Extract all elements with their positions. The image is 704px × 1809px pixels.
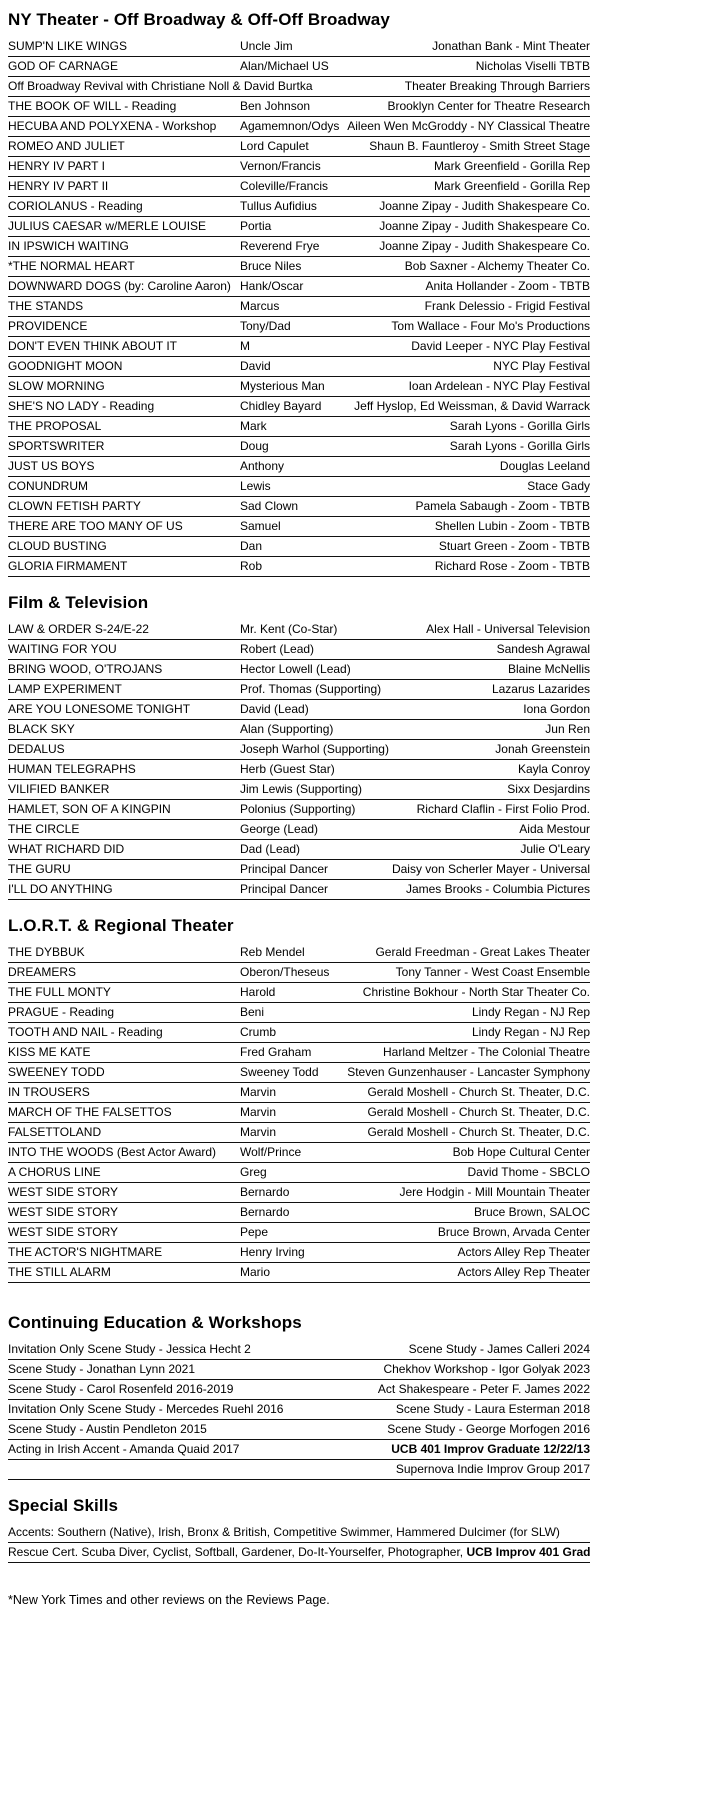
cell-role: Polonius (Supporting) [240,802,356,816]
cell-show-title: TOOTH AND NAIL - Reading [8,1025,163,1039]
cell-education-left: Acting in Irish Accent - Amanda Quaid 2017 [8,1442,240,1456]
cell-show-title: SHE'S NO LADY - Reading [8,399,155,413]
cell-show-title: THE GURU [8,862,71,876]
table-row [8,117,590,137]
credits-table-film-tv [8,620,590,900]
cell-show-title: CORIOLANUS - Reading [8,199,143,213]
section-ny-theater [8,6,590,577]
section-education [8,1309,590,1480]
cell-role: Uncle Jim [240,39,293,53]
table-row [8,680,590,700]
cell-director-company: Bob Hope Cultural Center [452,1145,590,1159]
table-row [8,1023,590,1043]
table-row [8,860,590,880]
table-row [8,37,590,57]
table-row [8,1063,590,1083]
cell-role: Sad Clown [240,499,299,513]
table-row [8,660,590,680]
cell-show-title: SWEENEY TODD [8,1065,105,1079]
table-row [8,740,590,760]
cell-role: Rob [240,559,263,573]
cell-show-title: BRING WOOD, O'TROJANS [8,662,163,676]
table-row [8,1360,590,1380]
cell-role: Ben Johnson [240,99,311,113]
cell-role: Bernardo [240,1185,290,1199]
table-row [8,983,590,1003]
section-special-skills [8,1492,590,1563]
cell-role: Principal Dancer [240,882,329,896]
table-row [8,1003,590,1023]
cell-director-company: Gerald Freedman - Great Lakes Theater [375,945,590,959]
cell-show-title: GOD OF CARNAGE [8,59,119,73]
cell-education-right: Scene Study - James Calleri 2024 [408,1342,590,1356]
cell-role: Hank/Oscar [240,279,304,293]
cell-role: Portia [240,219,272,233]
cell-role: Marcus [240,299,280,313]
cell-show-title: DON'T EVEN THINK ABOUT IT [8,339,177,353]
cell-education-right: Chekhov Workshop - Igor Golyak 2023 [383,1362,590,1376]
cell-show-title: THE PROPOSAL [8,419,102,433]
cell-role: Reb Mendel [240,945,305,959]
cell-role: Chidley Bayard [240,399,322,413]
section-film-tv [8,589,590,900]
table-row [8,337,590,357]
table-row [8,277,590,297]
section-title-ny-theater: NY Theater - Off Broadway & Off-Off Broadway [8,10,390,29]
cell-director-company: NYC Play Festival [493,359,590,373]
cell-show-title: LAMP EXPERIMENT [8,682,122,696]
cell-director-company: Jere Hodgin - Mill Mountain Theater [399,1185,590,1199]
table-row [8,1400,590,1420]
cell-show-title: THE STILL ALARM [8,1265,111,1279]
cell-role: Mr. Kent (Co-Star) [240,622,338,636]
cell-role: Joseph Warhol (Supporting) [240,742,389,756]
cell-role: Doug [240,439,269,453]
cell-director-company: Douglas Leeland [499,459,590,473]
cell-role: Hector Lowell (Lead) [240,662,351,676]
table-row [8,57,590,77]
cell-role: Herb (Guest Star) [240,762,335,776]
cell-show-title: CLOUD BUSTING [8,539,107,553]
cell-role: Agamemnon/Odys [240,119,340,133]
cell-director-company: Stuart Green - Zoom - TBTB [438,539,590,553]
table-row [8,1163,590,1183]
credits-table-regional-theater [8,943,590,1283]
section-regional-theater [8,912,590,1283]
cell-role: Tony/Dad [240,319,291,333]
cell-role: Bruce Niles [240,259,302,273]
cell-skills-text: Rescue Cert. Scuba Diver, Cyclist, Softball, Gardener, Do-It-Yourselfer, Photographer, UCB Improv 401 Grad [8,1545,591,1559]
cell-role: Samuel [240,519,281,533]
table-row [8,1243,590,1263]
cell-education-right: Scene Study - George Morfogen 2016 [387,1422,590,1436]
cell-role: Henry Irving [240,1245,305,1259]
cell-show-title: JUST US BOYS [8,459,95,473]
cell-director-company: David Leeper - NYC Play Festival [411,339,590,353]
table-row [8,760,590,780]
cell-role: Lord Capulet [240,139,309,153]
table-row [8,517,590,537]
cell-director-company: Joanne Zipay - Judith Shakespeare Co. [379,219,590,233]
cell-role: David (Lead) [240,702,309,716]
cell-show-title: SLOW MORNING [8,379,105,393]
table-row [8,1263,590,1283]
cell-director-company: Theater Breaking Through Barriers [404,79,590,93]
table-row [8,800,590,820]
table-row [8,640,590,660]
cell-director-company: Nicholas Viselli TBTB [475,59,590,73]
cell-director-company: David Thome - SBCLO [467,1165,590,1179]
table-row [8,700,590,720]
cell-director-company: Mark Greenfield - Gorilla Rep [433,159,590,173]
table-row [8,963,590,983]
table-row [8,537,590,557]
cell-show-title: HENRY IV PART II [8,179,109,193]
table-row [8,1223,590,1243]
cell-director-company: Sarah Lyons - Gorilla Girls [449,419,590,433]
cell-show-title: *THE NORMAL HEART [8,259,135,273]
cell-show-title: IN IPSWICH WAITING [8,239,129,253]
cell-role: Bernardo [240,1205,290,1219]
cell-show-title: PRAGUE - Reading [8,1005,115,1019]
cell-show-title: MARCH OF THE FALSETTOS [8,1105,172,1119]
cell-show-title: KISS ME KATE [8,1045,91,1059]
cell-role: Dan [240,539,263,553]
cell-director-company: Lazarus Lazarides [491,682,590,696]
table-row [8,840,590,860]
cell-education-left: Invitation Only Scene Study - Jessica Hecht 2 [8,1342,251,1356]
cell-role: George (Lead) [240,822,319,836]
cell-show-title: LAW & ORDER S-24/E-22 [8,622,149,636]
table-row [8,357,590,377]
table-row [8,217,590,237]
cell-show-title: CONUNDRUM [8,479,88,493]
table-row [8,720,590,740]
cell-education-left: Scene Study - Austin Pendleton 2015 [8,1422,207,1436]
section-title-film-tv: Film & Television [8,593,149,612]
cell-role: Oberon/Theseus [240,965,330,979]
cell-education-right: Supernova Indie Improv Group 2017 [395,1462,590,1476]
cell-director-company: Joanne Zipay - Judith Shakespeare Co. [379,239,590,253]
cell-show-title: THE STANDS [8,299,84,313]
table-row [8,437,590,457]
cell-education-left: Invitation Only Scene Study - Mercedes Ruehl 2016 [8,1402,284,1416]
cell-role: Marvin [240,1105,277,1119]
cell-role: Prof. Thomas (Supporting) [240,682,382,696]
cell-director-company: Steven Gunzenhauser - Lancaster Symphony [347,1065,590,1079]
cell-director-company: Sixx Desjardins [507,782,590,796]
skills-bold-text: UCB Improv 401 Grad [466,1545,591,1559]
cell-director-company: Frank Delessio - Frigid Festival [424,299,590,313]
cell-education-right: Act Shakespeare - Peter F. James 2022 [377,1382,590,1396]
table-row [8,943,590,963]
cell-role: Lewis [240,479,271,493]
cell-show-title: FALSETTOLAND [8,1125,102,1139]
cell-director-company: Christine Bokhour - North Star Theater Co. [362,985,590,999]
table-row [8,257,590,277]
cell-role: Harold [240,985,276,999]
table-row [8,1340,590,1360]
cell-show-title: THERE ARE TOO MANY OF US [8,519,183,533]
cell-role: Jim Lewis (Supporting) [240,782,363,796]
cell-show-title: WEST SIDE STORY [8,1205,119,1219]
cell-show-title: HUMAN TELEGRAPHS [8,762,136,776]
cell-director-company: Sarah Lyons - Gorilla Girls [449,439,590,453]
cell-director-company: Jeff Hyslop, Ed Weissman, & David Warrack [354,399,590,413]
cell-director-company: Lindy Regan - NJ Rep [471,1005,590,1019]
cell-show-title: THE FULL MONTY [8,985,111,999]
cell-director-company: Actors Alley Rep Theater [457,1245,590,1259]
cell-role: Dad (Lead) [240,842,301,856]
cell-director-company: Iona Gordon [523,702,590,716]
cell-director-company: Jonah Greenstein [495,742,590,756]
cell-role: Mark [240,419,267,433]
table-row [8,1543,590,1563]
table-row [8,780,590,800]
cell-director-company: Lindy Regan - NJ Rep [471,1025,590,1039]
cell-director-company: Bob Saxner - Alchemy Theater Co. [404,259,590,273]
credits-table-ny-theater [8,37,590,577]
cell-director-company: Daisy von Scherler Mayer - Universal [391,862,590,876]
cell-role: Beni [240,1005,265,1019]
cell-director-company: Sandesh Agrawal [496,642,590,656]
cell-role: Vernon/Francis [240,159,321,173]
cell-director-company: Richard Rose - Zoom - TBTB [434,559,590,573]
cell-director-company: Anita Hollander - Zoom - TBTB [425,279,590,293]
table-row [8,820,590,840]
table-row [8,1183,590,1203]
footer-note: *New York Times and other reviews on the Reviews Page. [8,1593,330,1607]
table-row [8,137,590,157]
cell-role: Fred Graham [240,1045,312,1059]
cell-director-company: Jun Ren [545,722,590,736]
cell-show-title: THE BOOK OF WILL - Reading [8,99,177,113]
table-row [8,77,590,97]
table-row [8,377,590,397]
cell-show-title: THE ACTOR'S NIGHTMARE [8,1245,163,1259]
cell-show-title: Off Broadway Revival with Christiane Noll & David Burtka [8,79,313,93]
cell-show-title: ROMEO AND JULIET [8,139,125,153]
cell-show-title: DEDALUS [8,742,65,756]
cell-role: Crumb [240,1025,277,1039]
cell-director-company: Brooklyn Center for Theatre Research [387,99,590,113]
table-row [8,297,590,317]
cell-director-company: Tom Wallace - Four Mo's Productions [391,319,590,333]
cell-show-title: HENRY IV PART I [8,159,105,173]
table-row [8,237,590,257]
cell-show-title: PROVIDENCE [8,319,88,333]
cell-role: Pepe [240,1225,269,1239]
table-row [8,1440,590,1460]
cell-show-title: THE CIRCLE [8,822,80,836]
cell-director-company: Ioan Ardelean - NYC Play Festival [408,379,590,393]
cell-director-company: Richard Claflin - First Folio Prod. [416,802,590,816]
cell-skills-text: Accents: Southern (Native), Irish, Bronx & British, Competitive Swimmer, Hammered Dulcimer (for SLW) [8,1525,560,1539]
cell-role: David [240,359,271,373]
cell-director-company: Gerald Moshell - Church St. Theater, D.C. [367,1105,590,1119]
cell-show-title: IN TROUSERS [8,1085,90,1099]
cell-role: Coleville/Francis [240,179,329,193]
cell-director-company: Kayla Conroy [517,762,590,776]
cell-show-title: HECUBA AND POLYXENA - Workshop [8,119,217,133]
cell-director-company: Shellen Lubin - Zoom - TBTB [434,519,590,533]
cell-director-company: Mark Greenfield - Gorilla Rep [433,179,590,193]
table-row [8,317,590,337]
table-row [8,1420,590,1440]
cell-show-title: SUMP'N LIKE WINGS [8,39,127,53]
cell-show-title: GLORIA FIRMAMENT [8,559,128,573]
cell-show-title: WEST SIDE STORY [8,1225,119,1239]
cell-director-company: Stace Gady [527,479,590,493]
table-row [8,620,590,640]
table-row [8,197,590,217]
table-row [8,1523,590,1543]
table-row [8,157,590,177]
cell-show-title: WAITING FOR YOU [8,642,117,656]
education-table [8,1340,590,1480]
cell-show-title: GOODNIGHT MOON [8,359,123,373]
cell-director-company: Joanne Zipay - Judith Shakespeare Co. [379,199,590,213]
cell-role: Robert (Lead) [240,642,315,656]
cell-show-title: DOWNWARD DOGS (by: Caroline Aaron) [8,279,231,293]
cell-role: Reverend Frye [240,239,320,253]
cell-director-company: Pamela Sabaugh - Zoom - TBTB [415,499,590,513]
table-row [8,417,590,437]
cell-show-title: CLOWN FETISH PARTY [8,499,141,513]
cell-director-company: Actors Alley Rep Theater [457,1265,590,1279]
cell-show-title: A CHORUS LINE [8,1165,101,1179]
cell-show-title: HAMLET, SON OF A KINGPIN [8,802,171,816]
cell-role: Alan/Michael US [240,59,329,73]
cell-show-title: SPORTSWRITER [8,439,105,453]
cell-education-left: Scene Study - Jonathan Lynn 2021 [8,1362,196,1376]
cell-show-title: THE DYBBUK [8,945,85,959]
table-row [8,1380,590,1400]
skills-table [8,1523,590,1563]
cell-education-right: Scene Study - Laura Esterman 2018 [395,1402,590,1416]
cell-director-company: Tony Tanner - West Coast Ensemble [395,965,590,979]
cell-show-title: DREAMERS [8,965,77,979]
table-row [8,497,590,517]
cell-director-company: Jonathan Bank - Mint Theater [432,39,590,53]
cell-director-company: Harland Meltzer - The Colonial Theatre [383,1045,590,1059]
table-row [8,397,590,417]
table-row [8,1043,590,1063]
section-title-regional-theater: L.O.R.T. & Regional Theater [8,916,234,935]
cell-director-company: Gerald Moshell - Church St. Theater, D.C. [367,1125,590,1139]
section-title-special-skills: Special Skills [8,1496,119,1515]
cell-show-title: INTO THE WOODS (Best Actor Award) [8,1145,217,1159]
cell-show-title: ARE YOU LONESOME TONIGHT [8,702,191,716]
cell-director-company: Blaine McNellis [507,662,590,676]
cell-director-company: Alex Hall - Universal Television [426,622,590,636]
cell-education-left: Scene Study - Carol Rosenfeld 2016-2019 [8,1382,234,1396]
cell-director-company: James Brooks - Columbia Pictures [405,882,590,896]
cell-show-title: WEST SIDE STORY [8,1185,119,1199]
table-row [8,457,590,477]
cell-show-title: BLACK SKY [8,722,75,736]
cell-show-title: WHAT RICHARD DID [8,842,125,856]
cell-role: M [240,339,250,353]
cell-role: Greg [240,1165,267,1179]
resume-content [8,6,590,1607]
table-row [8,1123,590,1143]
table-row [8,477,590,497]
table-row [8,1460,590,1480]
cell-role: Mario [240,1265,271,1279]
cell-director-company: Aileen Wen McGroddy - NY Classical Theatre [347,119,590,133]
cell-education-right: UCB 401 Improv Graduate 12/22/13 [391,1442,590,1456]
cell-role: Principal Dancer [240,862,329,876]
table-row [8,880,590,900]
cell-role: Marvin [240,1125,277,1139]
table-row [8,1143,590,1163]
cell-role: Anthony [240,459,285,473]
cell-role: Alan (Supporting) [240,722,334,736]
cell-role: Mysterious Man [240,379,325,393]
cell-director-company: Aida Mestour [519,822,590,836]
cell-director-company: Gerald Moshell - Church St. Theater, D.C. [367,1085,590,1099]
section-title-education: Continuing Education & Workshops [8,1313,302,1332]
cell-director-company: Shaun B. Fauntleroy - Smith Street Stage [369,139,590,153]
cell-director-company: Julie O'Leary [520,842,590,856]
table-row [8,97,590,117]
cell-show-title: JULIUS CAESAR w/MERLE LOUISE [8,219,207,233]
table-row [8,177,590,197]
table-row [8,1203,590,1223]
table-row [8,557,590,577]
cell-show-title: VILIFIED BANKER [8,782,110,796]
table-row [8,1083,590,1103]
table-row [8,1103,590,1123]
cell-role: Wolf/Prince [240,1145,302,1159]
cell-show-title: I'LL DO ANYTHING [8,882,113,896]
cell-role: Marvin [240,1085,277,1099]
cell-director-company: Bruce Brown, Arvada Center [437,1225,590,1239]
cell-director-company: Bruce Brown, SALOC [473,1205,590,1219]
cell-role: Sweeney Todd [240,1065,319,1079]
cell-role: Tullus Aufidius [240,199,317,213]
